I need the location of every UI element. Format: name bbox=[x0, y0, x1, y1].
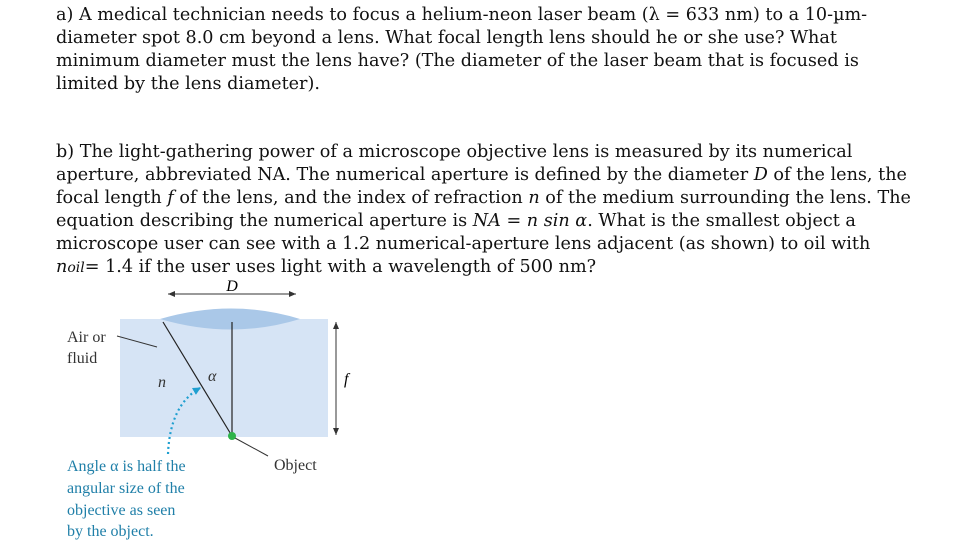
part-b-line: b) The light-gathering power of a microscope objective lens is measured by its numerical bbox=[56, 142, 853, 162]
label-D: D bbox=[226, 278, 238, 295]
question-part-b bbox=[56, 141, 956, 280]
caption-line: by the object. bbox=[67, 523, 154, 540]
label-alpha: α bbox=[208, 368, 217, 385]
part-b-text: of the lens, the bbox=[767, 165, 907, 185]
leader-line bbox=[235, 438, 268, 456]
symbol-n-oil: n bbox=[56, 257, 68, 277]
caption-line: Angle α is half the bbox=[67, 458, 186, 475]
part-b-text: of the medium surrounding the lens. The bbox=[539, 188, 911, 208]
part-b-line bbox=[56, 187, 956, 210]
symbol-oil-subscript: oil bbox=[67, 260, 85, 276]
part-b-line bbox=[56, 210, 956, 233]
part-b-text: = 1.4 if the user uses light with a wavelength of 500 nm? bbox=[84, 257, 597, 277]
symbol-f: f bbox=[167, 188, 174, 208]
microscope-objective-diagram bbox=[0, 270, 420, 540]
part-b-line: microscope user can see with a 1.2 numerical-aperture lens adjacent (as shown) to oil with bbox=[56, 234, 871, 254]
part-a-line: a) A medical technician needs to focus a helium-neon laser beam (λ = 633 nm) to a 10-µm- bbox=[56, 5, 868, 25]
immersion-medium bbox=[120, 319, 328, 437]
part-b-text: of the lens, and the index of refraction bbox=[173, 188, 529, 208]
part-a-line: minimum diameter must the lens have? (The diameter of the laser beam that is focused is bbox=[56, 51, 859, 71]
question-part-a bbox=[56, 4, 936, 96]
part-a-line: limited by the lens diameter). bbox=[56, 74, 320, 94]
part-b-line bbox=[56, 164, 956, 187]
symbol-n: n bbox=[528, 188, 540, 208]
label-air-or: Air or bbox=[67, 329, 106, 346]
na-equation: NA = n sin α bbox=[472, 211, 588, 231]
label-f: f bbox=[344, 371, 349, 388]
part-b-text: focal length bbox=[56, 188, 168, 208]
label-fluid: fluid bbox=[67, 350, 98, 367]
label-n: n bbox=[158, 374, 166, 391]
caption-line: objective as seen bbox=[67, 502, 176, 519]
symbol-D: D bbox=[753, 165, 768, 185]
label-object: Object bbox=[274, 457, 317, 474]
part-b-text: aperture, abbreviated NA. The numerical aperture is defined by the diameter bbox=[56, 165, 754, 185]
part-b-text: equation describing the numerical aperture is bbox=[56, 211, 473, 231]
part-b-text: . What is the smallest object a bbox=[587, 211, 856, 231]
part-a-line: diameter spot 8.0 cm beyond a lens. What focal length lens should he or she use? What bbox=[56, 28, 837, 48]
object-point bbox=[228, 432, 236, 440]
caption-line: angular size of the bbox=[67, 480, 185, 497]
